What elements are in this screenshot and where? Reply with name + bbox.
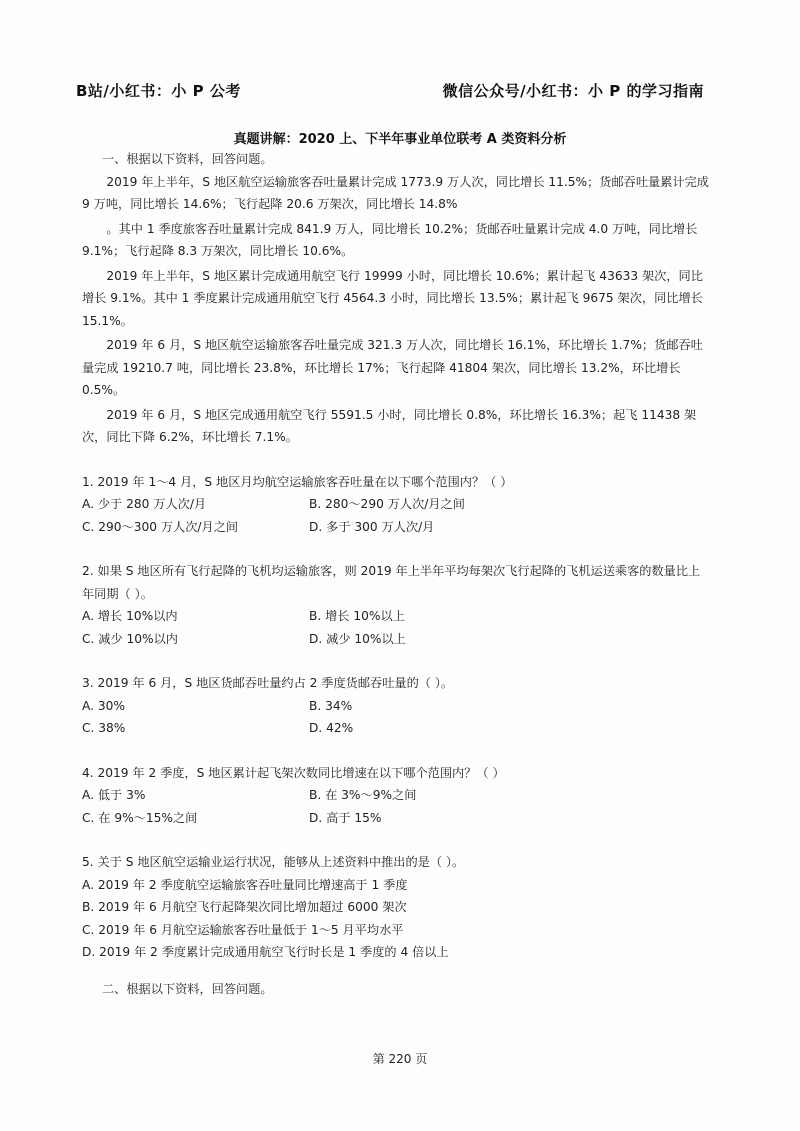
question-stem: 3. 2019 年 6 月，S 地区货邮吞吐量约占 2 季度货邮吞吐量的（ ）。 <box>82 676 454 690</box>
question-2 <box>82 560 710 650</box>
option-c: C. 38% <box>82 721 126 735</box>
question-stem: 5. 关于 S 地区航空运输业运行状况，能够从上述资料中推出的是（ ）。 <box>82 855 465 869</box>
question-options <box>82 605 710 650</box>
section1-heading: 一、根据以下资料，回答问题。 <box>102 152 273 166</box>
option-d: D. 减少 10%以上 <box>309 631 406 646</box>
option-d: D. 2019 年 2 季度累计完成通用航空飞行时长是 1 季度的 4 倍以上 <box>82 945 449 959</box>
question-5 <box>82 851 710 964</box>
option-a: A. 30% <box>82 698 125 713</box>
option-a: A. 低于 3% <box>82 788 146 802</box>
option-a: A. 少于 280 万人次/月 <box>82 497 207 511</box>
material-paragraph-2: 。其中 1 季度旅客吞吐量累计完成 841.9 万人，同比增长 10.2%；货邮吞吐量累计完成 4.0 万吨，同比增长 9.1%；飞行起降 8.3 万架次，同比增长 10.6%。 <box>82 221 698 258</box>
option-c: C. 在 9%～15%之间 <box>82 810 198 825</box>
option-d: D. 高于 15% <box>309 810 382 825</box>
option-c: C. 2019 年 6 月航空运输旅客吞吐量低于 1～5 月平均水平 <box>82 922 404 937</box>
material-paragraph-1: 2019 年上半年，S 地区航空运输旅客吞吐量累计完成 1773.9 万人次，同比增长 11.5%；货邮吞吐量累计完成 9 万吨，同比增长 14.6%；飞行起降 20.6 万架次，同比增长 14.8% <box>82 174 709 211</box>
document-body <box>82 148 710 1000</box>
option-b: B. 增长 10%以上 <box>309 609 405 623</box>
header-right-text: 微信公众号/小红书：小 P 的学习指南 <box>442 82 704 100</box>
question-1 <box>82 471 710 539</box>
option-d: D. 42% <box>309 721 354 735</box>
question-options <box>82 695 710 740</box>
material-paragraph-3: 2019 年上半年，S 地区累计完成通用航空飞行 19999 小时，同比增长 10.6%；累计起飞 43633 架次，同比增长 9.1%。其中 1 季度累计完成通用航空飞行 4564.3 小时，同比增长 13.5%；累计起飞 9675 架次，同比增长 15.1%。 <box>82 268 703 328</box>
question-3 <box>82 672 710 740</box>
question-options <box>82 784 710 829</box>
question-options <box>82 874 710 964</box>
question-stem: 1. 2019 年 1～4 月，S 地区月均航空运输旅客吞吐量在以下哪个范围内？（ ） <box>82 474 513 489</box>
option-c: C. 290～300 万人次/月之间 <box>82 519 239 534</box>
option-b: B. 34% <box>309 698 353 713</box>
option-b: B. 280～290 万人次/月之间 <box>309 497 465 511</box>
option-b: B. 2019 年 6 月航空飞行起降架次同比增加超过 6000 架次 <box>82 900 407 914</box>
option-a: A. 增长 10%以内 <box>82 609 178 623</box>
question-stem: 2. 如果 S 地区所有飞行起降的飞机均运输旅客，则 2019 年上半年平均每架次飞行起降的飞机运送乘客的数量比上年同期（ ）。 <box>82 564 701 601</box>
option-a: A. 2019 年 2 季度航空运输旅客吞吐量同比增速高于 1 季度 <box>82 877 408 892</box>
question-options <box>82 493 710 538</box>
section2-heading: 二、根据以下资料，回答问题。 <box>102 981 273 996</box>
header-left-text: B站/小红书：小 P 公考 <box>76 82 241 100</box>
page-number: 第 220 页 <box>372 1052 428 1066</box>
material-paragraph-5: 2019 年 6 月，S 地区完成通用航空飞行 5591.5 小时，同比增长 0.8%，环比增长 16.3%；起飞 11438 架次，同比下降 6.2%，环比增长 7.1%。 <box>82 407 697 444</box>
material-paragraph-4: 2019 年 6 月，S 地区航空运输旅客吞吐量完成 321.3 万人次，同比增长 16.1%，环比增长 1.7%；货邮吞吐量完成 19210.7 吨，同比增长 23.8%，环比增长 17%；飞行起降 41804 架次，同比增长 13.2%，环比增长 0.5%。 <box>82 338 703 397</box>
document-title: 真题讲解：2020 上、下半年事业单位联考 A 类资料分析 <box>233 132 567 147</box>
question-4 <box>82 762 710 830</box>
option-c: C. 减少 10%以内 <box>82 631 178 646</box>
question-stem: 4. 2019 年 2 季度，S 地区累计起飞架次数同比增速在以下哪个范围内？（ ） <box>82 765 505 780</box>
option-b: B. 在 3%～9%之间 <box>309 788 417 802</box>
option-d: D. 多于 300 万人次/月 <box>309 519 435 534</box>
